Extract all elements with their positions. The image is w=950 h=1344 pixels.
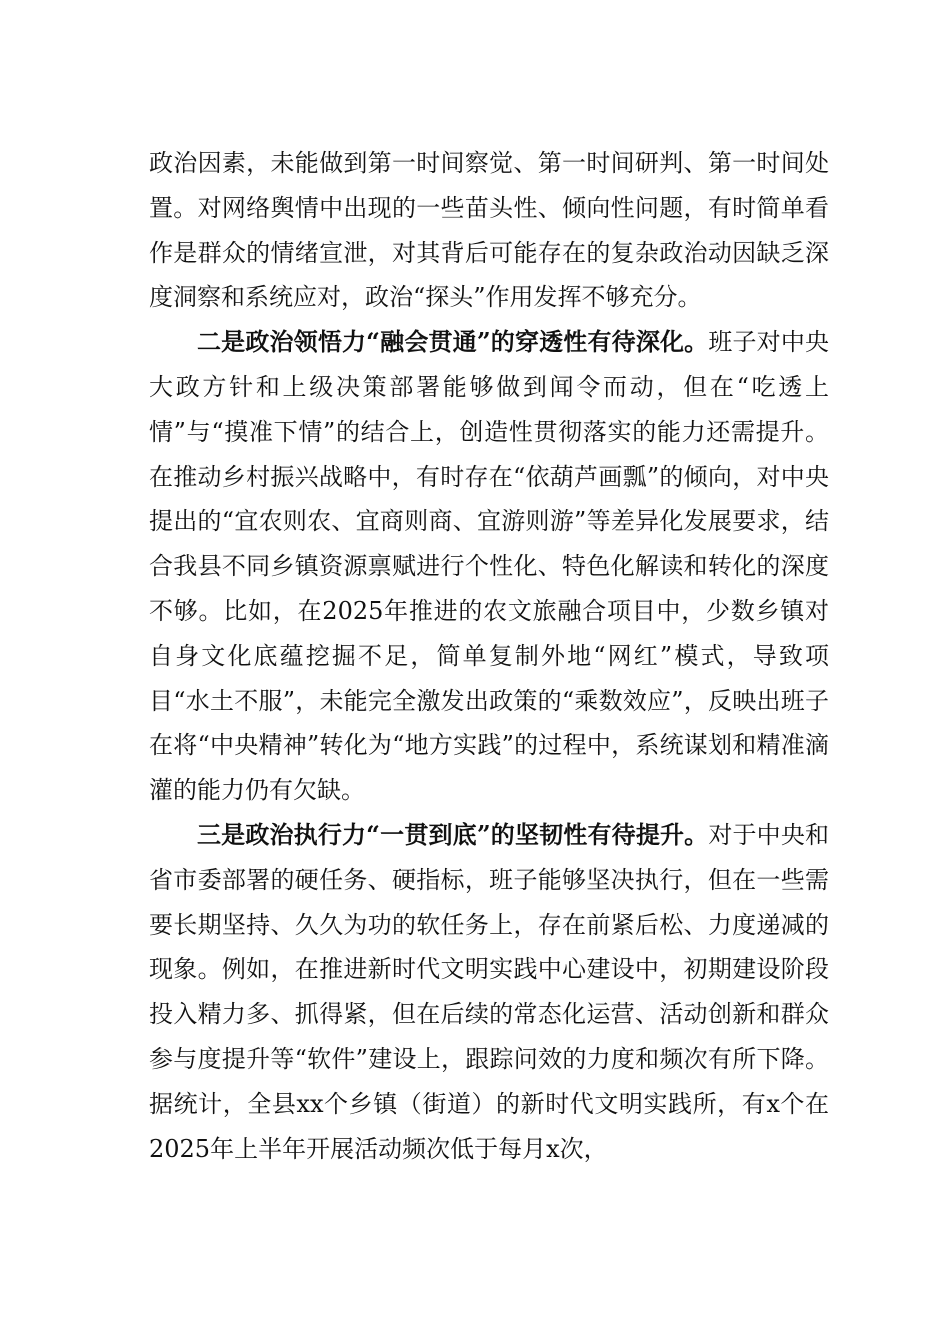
paragraph-continuation [149, 141, 829, 320]
paragraph-text: 政治因素，未能做到第一时间察觉、第一时间研判、第一时间处置。对网络舆情中出现的一些苗头性、倾向性问题，有时简单看作是群众的情绪宣泄，对其背后可能存在的复杂政治动因缺乏深度洞察和系统应对，政治“探头”作用发挥不够充分。 [149, 149, 829, 312]
paragraph-heading: 二是政治领悟力“融会贯通”的穿透性有待深化。 [197, 327, 709, 357]
paragraph-text: 对于中央和省市委部署的硬任务、硬指标，班子能够坚决执行，但在一些需要长期坚持、久久为功的软任务上，存在前紧后松、力度递减的现象。例如，在推进新时代文明实践中心建设中，初期建设阶段投入精力多、抓得紧，但在后续的常态化运营、活动创新和群众参与度提升等“软件”建设上，跟踪问效的力度和频次有所下降。据统计，全县xx个乡镇（街道）的新时代文明实践所，有x个在2025年上半年开展活动频次低于每月x次， [149, 820, 830, 1163]
paragraph-heading: 三是政治执行力“一贯到底”的坚韧性有待提升。 [197, 819, 709, 849]
paragraph-political-comprehension [149, 320, 829, 813]
paragraph-political-execution [149, 813, 829, 1171]
paragraph-text: 班子对中央大政方针和上级决策部署能够做到闻令而动，但在“吃透上情”与“摸准下情”的结合上，创造性贯彻落实的能力还需提升。在推动乡村振兴战略中，有时存在“依葫芦画瓢”的倾向，对中央提出的“宜农则农、宜商则商、宜游则游”等差异化发展要求，结合我县不同乡镇资源禀赋进行个性化、特色化解读和转化的深度不够。比如，在2025年推进的农文旅融合项目中，少数乡镇对自身文化底蕴挖掘不足，简单复制外地“网红”模式，导致项目“水土不服”，未能完全激发出政策的“乘数效应”，反映出班子在将“中央精神”转化为“地方实践”的过程中，系统谋划和精准滴灌的能力仍有欠缺。 [149, 328, 830, 805]
document-body [149, 141, 829, 1171]
